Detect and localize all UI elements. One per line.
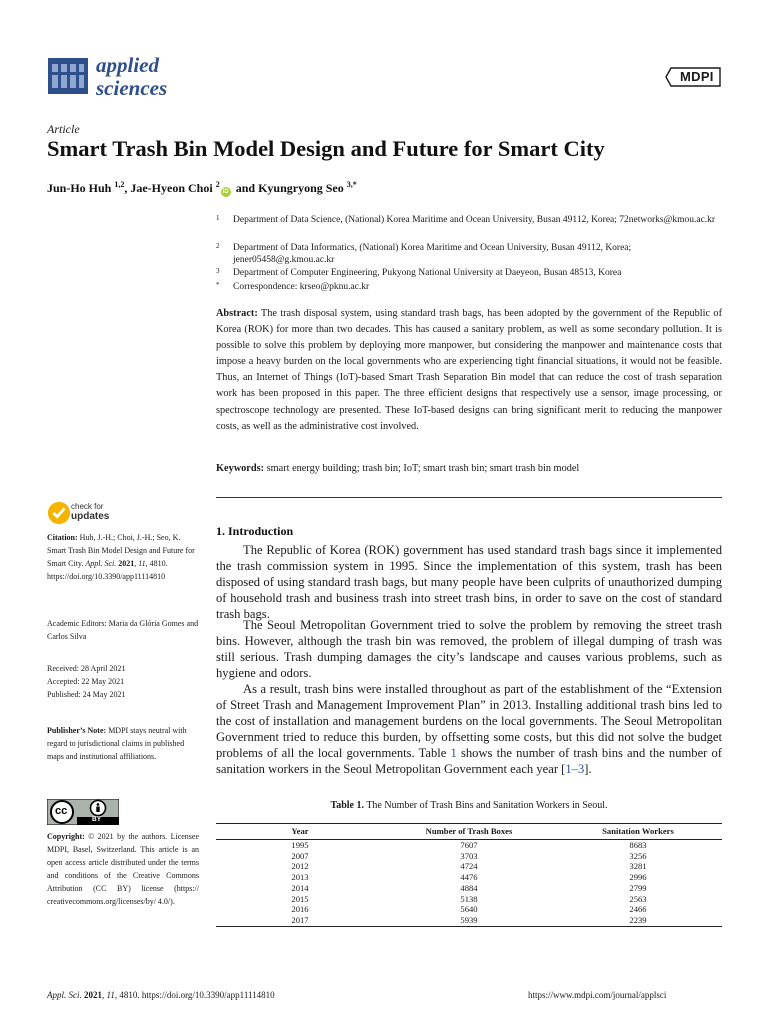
dates-block bbox=[47, 662, 199, 701]
table-cell: 2996 bbox=[629, 872, 647, 883]
cc-label: cc bbox=[55, 805, 68, 817]
copyright-label: Copyright: bbox=[47, 832, 85, 841]
citation-label: Citation: bbox=[47, 533, 78, 542]
table-cell: 2016 bbox=[291, 904, 309, 915]
check-for-updates-icon bbox=[47, 501, 71, 525]
affiliation-number: * bbox=[216, 281, 220, 289]
affiliation-number: 1 bbox=[216, 214, 220, 222]
check-for-updates-line2: updates bbox=[71, 511, 110, 522]
table-header-cell: Year bbox=[216, 824, 384, 840]
citation-text: Huh, J.-H.; Choi, J.-H.; Seo, K. Smart Trash Bin Model Design and Future for Smart City. bbox=[47, 533, 195, 568]
author-affiliation-mark: 3,* bbox=[346, 180, 357, 189]
table-row bbox=[216, 915, 722, 926]
table-cell: 2466 bbox=[629, 904, 647, 915]
author-affiliation-mark: 1,2 bbox=[114, 180, 125, 189]
editors-block bbox=[47, 617, 199, 643]
publisher-note bbox=[47, 724, 199, 763]
table-cell: 2239 bbox=[554, 915, 722, 926]
check-for-updates-line1: check for bbox=[71, 502, 104, 511]
orcid-icon[interactable]: iD bbox=[222, 189, 229, 195]
table-cell: 5939 bbox=[384, 915, 554, 926]
cc-by-license-badge[interactable] bbox=[47, 799, 119, 825]
footer-doi-link[interactable]: , 4810. https://doi.org/10.3390/app11114810 bbox=[114, 990, 275, 1000]
table-cell: 4476 bbox=[460, 872, 478, 883]
journal-name-line2: sciences bbox=[96, 76, 168, 100]
table-cell: 2014 bbox=[291, 882, 309, 893]
published-date: Published: 24 May 2021 bbox=[47, 690, 126, 699]
table-cell: 7607 bbox=[460, 840, 478, 850]
table-cell: 2012 bbox=[291, 861, 309, 872]
abstract-label: Abstract: bbox=[216, 308, 258, 319]
section-divider bbox=[216, 497, 722, 498]
footer-volume: 11 bbox=[106, 990, 115, 1000]
table-body bbox=[216, 840, 722, 927]
editors-label: Academic Editors: bbox=[47, 619, 107, 628]
table-cell: 2007 bbox=[291, 850, 309, 861]
editors-text: Maria da Glória Gomes and Carlos Silva bbox=[47, 619, 199, 641]
section-heading: 1. Introduction bbox=[216, 524, 294, 538]
journal-name-line1: applied bbox=[96, 53, 159, 77]
table-cell: 3281 bbox=[629, 861, 647, 872]
table-cell: 2563 bbox=[629, 893, 647, 904]
table-row bbox=[216, 872, 722, 883]
table-cell: 2015 bbox=[291, 893, 309, 904]
citation-doi[interactable]: , 4810. https://doi.org/10.3390/app11114810 bbox=[47, 559, 168, 581]
keywords-label: Keywords: bbox=[216, 463, 265, 474]
paragraph-text: ]. bbox=[584, 762, 592, 776]
body-paragraph bbox=[216, 681, 722, 777]
table-caption bbox=[216, 800, 722, 811]
citation-journal: Appl. Sci. bbox=[85, 559, 117, 568]
affiliation bbox=[216, 281, 723, 293]
affiliation bbox=[216, 267, 723, 279]
table-header-row bbox=[216, 824, 722, 840]
author-name: Kyungryong Seo bbox=[258, 181, 344, 195]
table-cell: 4884 bbox=[460, 882, 478, 893]
citation-reference-link[interactable]: 1–3 bbox=[565, 762, 585, 776]
table-header-cell: Number of Trash Boxes bbox=[384, 824, 554, 840]
affiliation-text: Department of Computer Engineering, Pukyong National University at Daeyeon, Busan 48513, Korea bbox=[233, 268, 622, 278]
footer-year: 2021 bbox=[84, 990, 102, 1000]
table-caption-text: The Number of Trash Bins and Sanitation Workers in Seoul. bbox=[366, 800, 608, 811]
table-row bbox=[216, 861, 722, 872]
author-name: Jun-Ho Huh bbox=[47, 181, 112, 195]
table-cell: 2017 bbox=[216, 915, 384, 926]
citation-block: Citation: Huh, J.-H.; Choi, J.-H.; Seo, K. Smart Trash Bin Model Design and Future for Smart City. Appl. Sci. 2021, 11, 4810. https://doi.org/10.3390/app11114810 bbox=[47, 533, 195, 581]
check-for-updates-button[interactable] bbox=[47, 501, 127, 527]
copyright-text: © 2021 by the authors. Licensee MDPI, Basel, Switzerland. This article is an open access article distributed under the terms and conditions of the Creative Commons Attribution (CC BY) license (https:// creativecommons.org/licenses/by/ 4.0/). bbox=[47, 832, 200, 906]
paragraph-text: As a result, trash bins were installed throughout as part of the establishment of the “Extension of Street Trash and Management Improvement Plan” in 2013. Installing additional trash bins led to the cost of installation and management burdens on the local governments. The Seoul Metropolitan Government tried to reduce this burden, by offsetting some costs, but this did not solve the budget problems of all the local governments. Table bbox=[216, 682, 722, 760]
table-reference-link[interactable]: 1 bbox=[450, 746, 457, 760]
table-cell: 4724 bbox=[460, 861, 478, 872]
table-cell: 2799 bbox=[629, 882, 647, 893]
publisher-name: MDPI bbox=[680, 69, 714, 84]
affiliation-number: 3 bbox=[216, 267, 220, 275]
affiliation-number: 2 bbox=[216, 242, 220, 250]
copyright-block bbox=[47, 830, 199, 908]
author-list: Jun-Ho Huh $^{1,2}$, Jae-Hyeon Choi $^2$iD and Kyungryong Seo $^{3,*}$ bbox=[47, 180, 357, 195]
keywords-text: smart energy building; trash bin; IoT; smart trash bin; smart trash bin model bbox=[266, 463, 580, 474]
correspondence-text[interactable]: Correspondence: krseo@pknu.ac.kr bbox=[233, 282, 370, 292]
table-header-cell: Sanitation Workers bbox=[554, 824, 722, 840]
table-row bbox=[216, 883, 722, 894]
journal-logo-icon bbox=[48, 58, 88, 94]
table-cell: 3703 bbox=[460, 850, 478, 861]
paragraph-text: shows the number of trash bins and the number of sanitation workers in the Seoul Metropolitan Government each year [ bbox=[216, 746, 722, 776]
publisher-note-label: Publisher’s Note: bbox=[47, 726, 107, 735]
author-affiliation-mark: 2 bbox=[215, 180, 220, 189]
affiliation-text: Department of Data Informatics, (National) Korea Maritime and Ocean University, Busan 49112, Korea; jener05458@g.kmou.ac.kr bbox=[233, 243, 632, 265]
table-cell: 5138 bbox=[460, 893, 478, 904]
body-paragraph: The Seoul Metropolitan Government tried to solve the problem by removing the street trash bins. However, although the trash bin was removed, the problem of illegal dumping of trash was still serious. Trash dumping damages the city’s landscape and causes various problems, such as hygiene and odors. bbox=[216, 618, 722, 680]
footer-journal-url[interactable]: https://www.mdpi.com/journal/applsci bbox=[528, 990, 667, 1000]
citation-volume: 11 bbox=[138, 559, 146, 568]
table-cell: 8683 bbox=[629, 840, 647, 850]
paper-title: Smart Trash Bin Model Design and Future for Smart City bbox=[47, 136, 605, 161]
abstract bbox=[216, 306, 722, 435]
received-date: Received: 28 April 2021 bbox=[47, 664, 126, 673]
table-row bbox=[216, 904, 722, 915]
table-cell: 3256 bbox=[629, 850, 647, 861]
abstract-text: The trash disposal system, using standard trash bags, has been adopted by the government of the Republic of Korea (ROK) for more than two decades. This has caused a sanitary problem, as well as some secondary pollution. It is possible to solve this problem by deploying more manpower, but considering the manpower and maintenance costs that impose a heavy burden on the local governments who are experiencing tight financial situations, it would not be feasible. Thus, an Internet of Things (IoT)-based Smart Trash Separation Bin model that can reduce the cost of trash separation work has been proposed in this paper. The three efficient designs that respectively use a sensor, image processing, or spectroscope technology are presented. These IoT-based designs can bring significant merit to reducing the manpower costs, as well as the administrative cost involved. bbox=[216, 308, 722, 432]
footer-citation: Appl. Sci. 2021, 11, 4810. https://doi.org/10.3390/app11114810 bbox=[47, 990, 275, 1000]
journal-name[interactable] bbox=[96, 54, 167, 100]
table-row bbox=[216, 851, 722, 862]
table-row bbox=[216, 840, 722, 851]
table-cell: 5640 bbox=[460, 904, 478, 915]
data-table bbox=[216, 823, 722, 927]
table-cell: 2013 bbox=[291, 872, 309, 883]
table-cell: 1995 bbox=[291, 840, 309, 850]
keywords bbox=[216, 463, 722, 474]
affiliation bbox=[216, 242, 723, 266]
author-connector: and bbox=[235, 181, 256, 195]
citation-year: 2021 bbox=[118, 559, 135, 568]
accepted-date: Accepted: 22 May 2021 bbox=[47, 677, 125, 686]
author-name: Jae-Hyeon Choi bbox=[130, 181, 213, 195]
table-caption-label: Table 1. bbox=[330, 800, 364, 811]
article-type: Article bbox=[47, 122, 80, 136]
footer-journal: Appl. Sci. bbox=[47, 990, 82, 1000]
publisher-note-text: MDPI stays neutral with regard to jurisdictional claims in published maps and institutional affiliations. bbox=[47, 726, 187, 761]
table-row bbox=[216, 894, 722, 905]
body-paragraph: The Republic of Korea (ROK) government has used standard trash bags since it implemented the trash commission system in 1995. Since the implementation of this system, trash has been disposed of using standard trash bags, but many people have been culprits of unauthorized dumping of household trash and business trash into street trash bins, in order to save on the cost of standard trash bags. bbox=[216, 543, 722, 621]
by-label: BY bbox=[92, 816, 102, 823]
affiliation bbox=[216, 214, 723, 226]
affiliation-text: Department of Data Science, (National) Korea Maritime and Ocean University, Busan 49112, Korea; 72networks@kmou.ac.kr bbox=[233, 215, 716, 225]
